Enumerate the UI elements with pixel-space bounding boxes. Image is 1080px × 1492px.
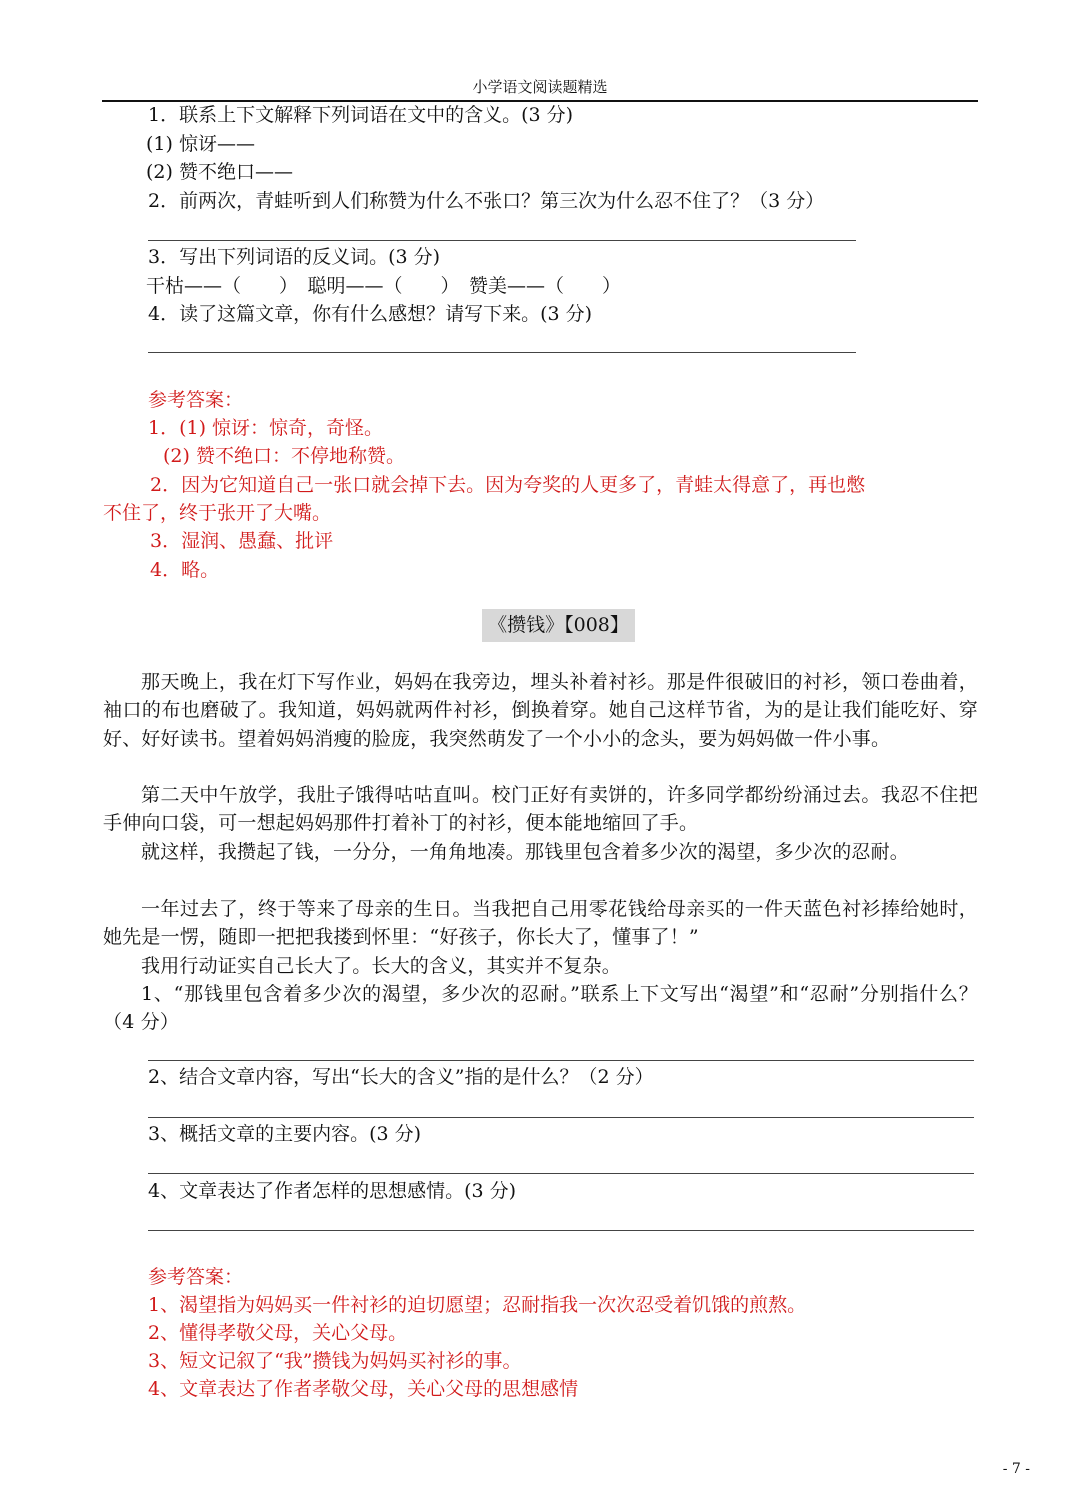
article-question-3: 3、概括文章的主要内容。(3 分) <box>148 1123 422 1145</box>
question-1: 1．联系上下文解释下列词语在文中的含义。(3 分) <box>148 104 574 126</box>
article-paragraph: 第二天中午放学，我肚子饿得咕咕直叫。校门正好有卖饼的，许多同学都纷纷涌过去。我忍不住把手伸向口袋，可一想起妈妈那件打着补丁的衬衫，便本能地缩回了手。 <box>103 784 978 835</box>
running-header: 小学语文阅读题精选 <box>472 78 608 96</box>
question-2: 2．前两次，青蛙听到人们称赞为什么不张口？第三次为什么忍不住了？（3 分） <box>148 190 825 212</box>
question-1-item-1: (1) 惊讶—— <box>146 133 255 155</box>
answer-line <box>148 240 856 241</box>
answer-1-2: (2) 赞不绝口：不停地称赞。 <box>163 445 405 467</box>
article-paragraph: 一年过去了，终于等来了母亲的生日。当我把自己用零花钱给母亲买的一件天蓝色衬衫捧给她时，她先是一愣，随即一把把我搂到怀里：“好孩子，你长大了，懂事了！” <box>103 898 978 949</box>
answers-heading: 参考答案： <box>148 1266 244 1288</box>
question-3-words: 干枯——（ ） 聪明——（ ） 赞美——（ ） <box>146 275 622 297</box>
answer-2-line-2: 不住了，终于张开了大嘴。 <box>103 502 332 524</box>
answer-3: 3．湿润、愚蠢、批评 <box>150 530 334 552</box>
article-answer-1: 1、渴望指为妈妈买一件衬衫的迫切愿望；忍耐指我一次次忍受着饥饿的煎熬。 <box>148 1294 807 1316</box>
article-paragraph: 就这样，我攒起了钱，一分分，一角角地凑。那钱里包含着多少次的渴望，多少次的忍耐。 <box>141 841 910 863</box>
article-answer-4: 4、文章表达了作者孝敬父母，关心父母的思想感情 <box>148 1378 579 1400</box>
answer-line <box>148 1230 974 1231</box>
article-paragraph: 那天晚上，我在灯下写作业，妈妈在我旁边，埋头补着衬衫。那是件很破旧的衬衫，领口卷曲着，袖口的布也磨破了。我知道，妈妈就两件衬衫，倒换着穿。她自己这样节省，为的是让我们能吃好、穿好、好好读书。望着妈妈消瘦的脸庞，我突然萌发了一个小小的念头，要为妈妈做一件小事。 <box>103 671 978 750</box>
article-paragraph: 我用行动证实自己长大了。长大的含义，其实并不复杂。 <box>141 955 622 977</box>
answer-line <box>148 352 856 353</box>
answer-line <box>148 1173 974 1174</box>
answer-line <box>148 1060 974 1061</box>
answer-2-line-1: 2．因为它知道自己一张口就会掉下去。因为夸奖的人更多了，青蛙太得意了，再也憋 <box>150 474 866 496</box>
answer-line <box>148 1117 974 1118</box>
header-rule <box>102 100 978 102</box>
article-question-4: 4、文章表达了作者怎样的思想感情。(3 分) <box>148 1180 517 1202</box>
article-answer-2: 2、懂得孝敬父母，关心父母。 <box>148 1322 408 1344</box>
article-question-1: 1、“那钱里包含着多少次的渴望，多少次的忍耐。”联系上下文写出“渴望”和“忍耐”分别指什么？（4 分） <box>103 983 978 1034</box>
question-4: 4．读了这篇文章，你有什么感想？请写下来。(3 分) <box>148 303 593 325</box>
article-title: 《攒钱》【008】 <box>482 609 635 642</box>
answers-heading: 参考答案： <box>148 389 244 411</box>
question-1-item-2: (2) 赞不绝口—— <box>146 161 293 183</box>
page-number: - 7 - <box>1002 1461 1030 1477</box>
question-3: 3．写出下列词语的反义词。(3 分) <box>148 246 441 268</box>
answer-1: 1．(1) 惊讶：惊奇，奇怪。 <box>148 417 384 439</box>
answer-4: 4．略。 <box>150 559 220 581</box>
article-question-2: 2、结合文章内容，写出“长大的含义”指的是什么？（2 分） <box>148 1066 654 1088</box>
article-answer-3: 3、短文记叙了“我”攒钱为妈妈买衬衫的事。 <box>148 1350 522 1372</box>
